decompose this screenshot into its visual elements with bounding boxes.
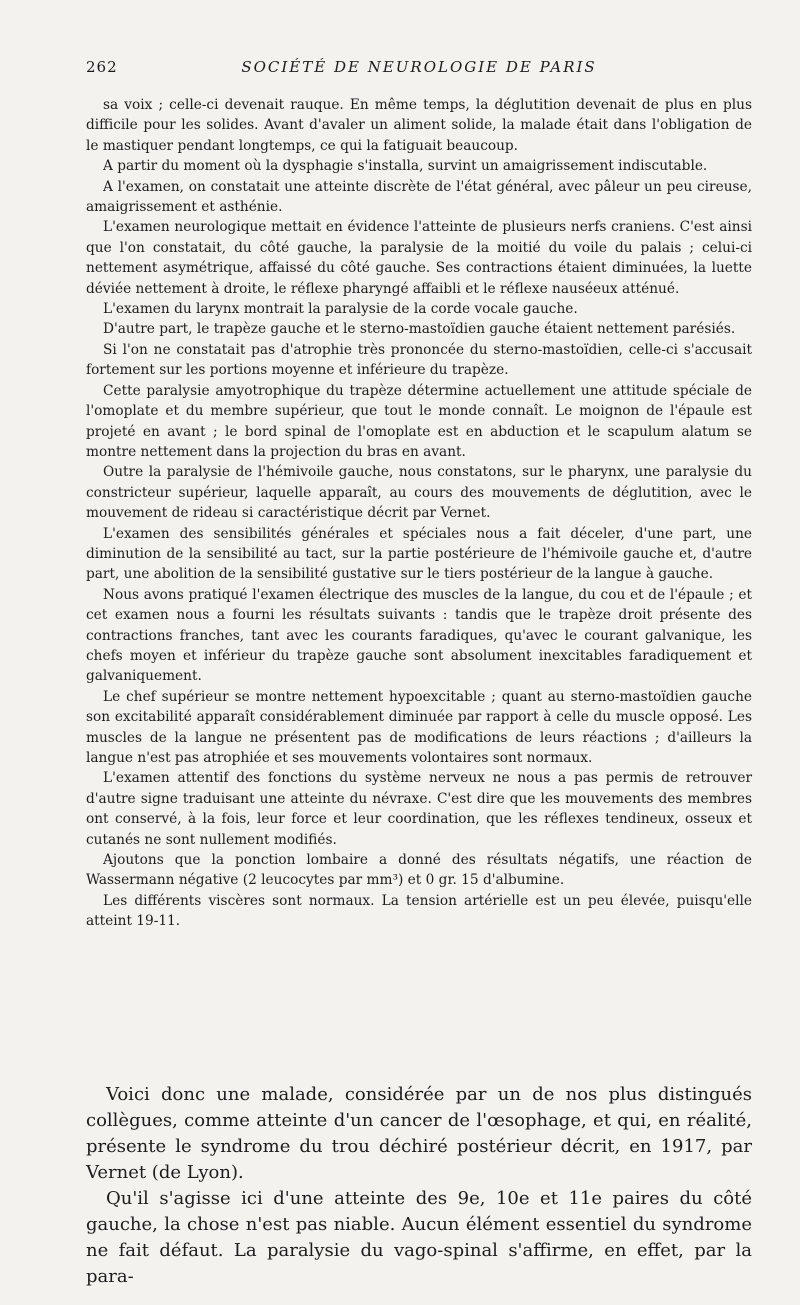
case-report-body — [86, 95, 752, 932]
paragraph: sa voix ; celle-ci devenait rauque. En même temps, la déglutition devenait de plus en plus difficile pour les solides. Avant d'avaler un aliment solide, la malade était dans l'obligation de le mastiquer pendant longtemps, ce qui la fatiguait beaucoup. — [86, 97, 752, 154]
page-header — [86, 58, 752, 82]
running-title: SOCIÉTÉ DE NEUROLOGIE DE PARIS — [241, 58, 597, 76]
paragraph: D'autre part, le trapèze gauche et le sterno-mastoïdien gauche étaient nettement parésiés. — [103, 321, 736, 338]
paragraph: Outre la paralysie de l'hémivoile gauche, nous constatons, sur le pharynx, une paralysie du constricteur supérieur, laquelle apparaît, au cours des mouvements de déglutition, avec le mouvement de rideau si caractéristique décrit par Vernet. — [86, 464, 752, 522]
paragraph: Qu'il s'agisse ici d'une atteinte des 9e, 10e et 11e paires du côté gauche, la chose n'est pas niable. Aucun élément essentiel du syndrome ne fait défaut. La paralysie du vago-spinal s'affirme, en effet, par la para- — [86, 1188, 752, 1287]
paragraph: Voici donc une malade, considérée par un de nos plus distingués collègues, comme atteinte d'un cancer de l'œsophage, et qui, en réalité, présente le syndrome du trou déchiré postérieur décrit, en 1917, par Vernet (de Lyon). — [86, 1084, 752, 1183]
paragraph: Ajoutons que la ponction lombaire a donné des résultats négatifs, une réaction de Wassermann négative (2 leucocytes par mm³) et 0 gr. 15 d'albumine. — [86, 852, 752, 889]
paragraph: L'examen des sensibilités générales et spéciales nous a fait déceler, d'une part, une diminution de la sensibilité au tact, sur la partie postérieure de l'hémivoile gauche et, d'autre part, une abolition de la sensibilité gustative sur le tiers postérieur de la langue à gauche. — [86, 525, 752, 583]
paragraph: Les différents viscères sont normaux. La tension artérielle est un peu élevée, puisqu'elle atteint 19-11. — [86, 892, 752, 930]
paragraph: L'examen attentif des fonctions du système nerveux ne nous a pas permis de retrouver d'autre signe traduisant une atteinte du névraxe. C'est dire que les mouvements des membres ont conservé, à la fois, leur force et leur coordination, que les réflexes tendineux, osseux et cutanés ne sont nullement modifiés. — [86, 770, 752, 848]
paragraph: Si l'on ne constatait pas d'atrophie très prononcée du sterno-mastoïdien, celle-ci s'accusait fortement sur les portions moyenne et inférieure du trapèze. — [86, 341, 752, 379]
paragraph: Le chef supérieur se montre nettement hypoexcitable ; quant au sterno-mastoïdien gauche son excitabilité apparaît considérablement diminuée par rapport à celle du muscle opposé. Les muscles de la langue ne présentent pas de modifications de leurs réactions ; d'ailleurs la langue n'est pas atrophiée et ses mouvements volontaires sont normaux. — [86, 688, 752, 766]
paragraph: Nous avons pratiqué l'examen électrique des muscles de la langue, du cou et de l'épaule ; et cet examen nous a fourni les résultats suivants : tandis que le trapèze droit présente des contractions franches, tant avec les courants faradiques, qu'avec le courant galvanique, les chefs moyen et inférieur du trapèze gauche sont absolument inexcitables faradiquement et galvaniquement. — [86, 586, 752, 685]
paragraph: L'examen neurologique mettait en évidence l'atteinte de plusieurs nerfs craniens. C'est ainsi que l'on constatait, du côté gauche, la paralysie de la moitié du voile du palais ; celui-ci nettement asymétrique, affaissé du côté gauche. Ses contractions étaient diminuées, la luette déviée nettement à droite, le réflexe pharyngé affaibli et le réflexe nauséeux atténué. — [86, 219, 752, 297]
paragraph: A partir du moment où la dysphagie s'installa, survint un amaigrissement indiscutable. — [103, 158, 708, 175]
paragraph: Cette paralysie amyotrophique du trapèze détermine actuellement une attitude spéciale de l'omoplate et du membre supérieur, que tout le monde connaît. Le moignon de l'épaule est projeté en avant ; le bord spinal de l'omoplate est en abduction et le scapulum alatum se montre nettement dans la projection du bras en avant. — [86, 382, 752, 460]
discussion-body — [86, 1082, 752, 1290]
page-number: 262 — [86, 58, 118, 76]
paragraph: A l'examen, on constatait une atteinte discrète de l'état général, avec pâleur un peu cireuse, amaigrissement et asthénie. — [86, 178, 752, 216]
paragraph: L'examen du larynx montrait la paralysie de la corde vocale gauche. — [103, 301, 578, 318]
